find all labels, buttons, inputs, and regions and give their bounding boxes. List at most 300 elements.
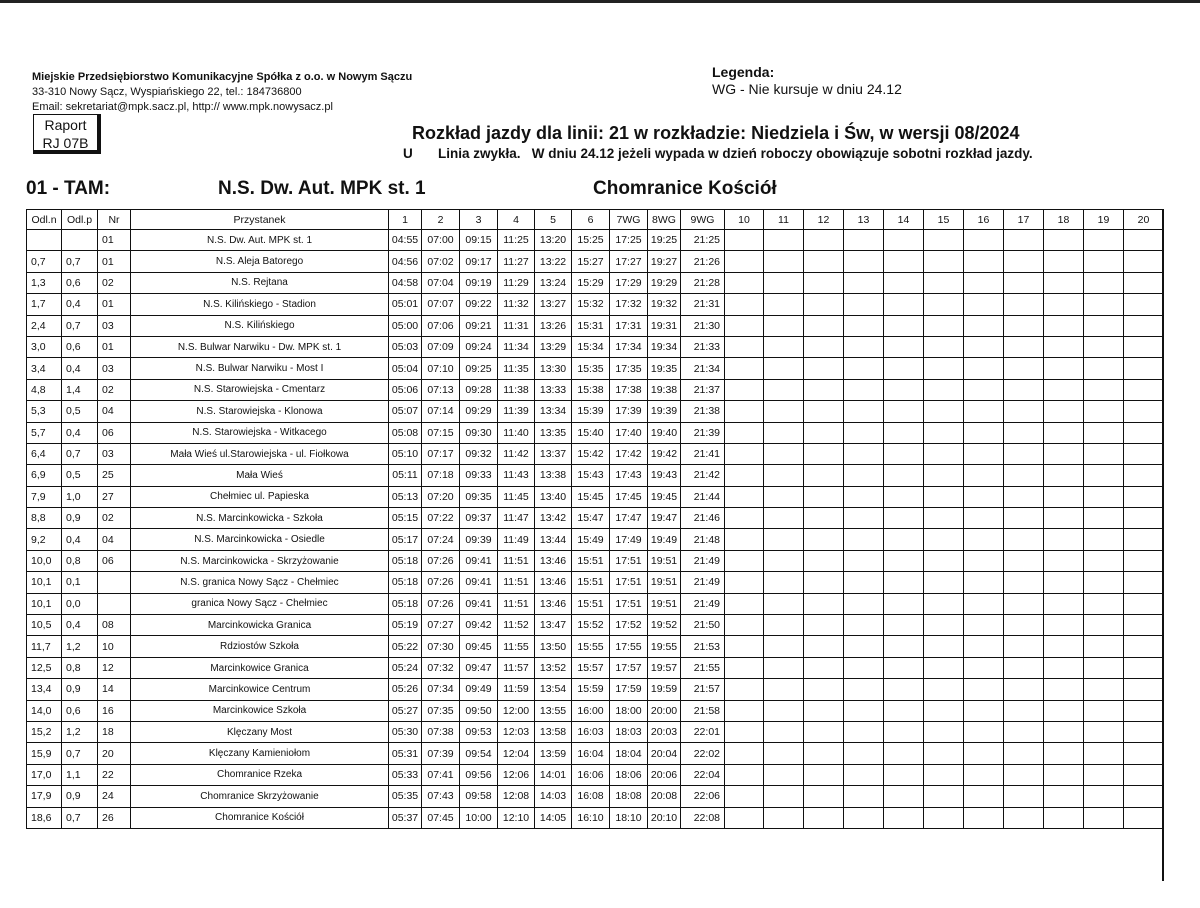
departure-time-cell: 13:55 bbox=[535, 700, 572, 721]
departure-time-cell: 21:48 bbox=[681, 529, 725, 550]
departure-time-cell: 15:35 bbox=[572, 358, 610, 379]
departure-time-cell bbox=[924, 230, 964, 251]
stop-name-cell: N.S. Bulwar Narwiku - Most I bbox=[131, 358, 389, 379]
departure-time-cell: 11:31 bbox=[498, 315, 535, 336]
stop-number-cell: 02 bbox=[98, 379, 131, 400]
departure-time-cell bbox=[1084, 679, 1124, 700]
departure-time-cell: 18:10 bbox=[610, 807, 648, 828]
departure-time-cell: 16:10 bbox=[572, 807, 610, 828]
distance-segment-cell: 0,4 bbox=[62, 358, 98, 379]
departure-time-cell: 15:51 bbox=[572, 550, 610, 571]
distance-segment-cell: 1,1 bbox=[62, 764, 98, 785]
departure-time-cell bbox=[884, 636, 924, 657]
departure-time-cell: 11:42 bbox=[498, 443, 535, 464]
departure-time-cell bbox=[764, 422, 804, 443]
departure-time-cell bbox=[1004, 572, 1044, 593]
column-header: 8WG bbox=[648, 210, 681, 230]
departure-time-cell: 12:03 bbox=[498, 721, 535, 742]
departure-time-cell bbox=[764, 465, 804, 486]
departure-time-cell: 19:57 bbox=[648, 657, 681, 678]
departure-time-cell bbox=[1044, 230, 1084, 251]
departure-time-cell bbox=[1124, 615, 1164, 636]
departure-time-cell bbox=[1004, 550, 1044, 571]
distance-total-cell: 3,4 bbox=[27, 358, 62, 379]
departure-time-cell: 15:51 bbox=[572, 593, 610, 614]
departure-time-cell bbox=[764, 315, 804, 336]
departure-time-cell: 21:55 bbox=[681, 657, 725, 678]
departure-time-cell bbox=[1044, 593, 1084, 614]
distance-segment-cell: 0,8 bbox=[62, 550, 98, 571]
departure-time-cell bbox=[804, 465, 844, 486]
table-row bbox=[27, 593, 1164, 614]
departure-time-cell: 17:43 bbox=[610, 465, 648, 486]
departure-time-cell bbox=[804, 401, 844, 422]
stop-number-cell: 01 bbox=[98, 294, 131, 315]
departure-time-cell: 13:29 bbox=[535, 336, 572, 357]
departure-time-cell bbox=[844, 572, 884, 593]
departure-time-cell: 15:25 bbox=[572, 230, 610, 251]
departure-time-cell: 21:34 bbox=[681, 358, 725, 379]
departure-time-cell bbox=[1044, 315, 1084, 336]
distance-total-cell: 11,7 bbox=[27, 636, 62, 657]
departure-time-cell bbox=[924, 636, 964, 657]
departure-time-cell bbox=[764, 615, 804, 636]
departure-time-cell: 11:47 bbox=[498, 508, 535, 529]
departure-time-cell: 05:37 bbox=[389, 807, 422, 828]
departure-time-cell: 05:18 bbox=[389, 593, 422, 614]
departure-time-cell bbox=[924, 358, 964, 379]
departure-time-cell bbox=[764, 443, 804, 464]
departure-time-cell: 17:51 bbox=[610, 572, 648, 593]
departure-time-cell: 09:37 bbox=[460, 508, 498, 529]
stop-name-cell: N.S. Kilińskiego bbox=[131, 315, 389, 336]
table-row bbox=[27, 336, 1164, 357]
departure-time-cell: 05:24 bbox=[389, 657, 422, 678]
departure-time-cell bbox=[804, 358, 844, 379]
departure-time-cell bbox=[1004, 294, 1044, 315]
departure-time-cell bbox=[804, 315, 844, 336]
departure-time-cell bbox=[804, 636, 844, 657]
departure-time-cell: 12:10 bbox=[498, 807, 535, 828]
departure-time-cell: 15:29 bbox=[572, 272, 610, 293]
stop-name-cell: Chomranice Rzeka bbox=[131, 764, 389, 785]
stop-name-cell: Rdziostów Szkoła bbox=[131, 636, 389, 657]
departure-time-cell bbox=[1084, 529, 1124, 550]
stop-name-cell: Mała Wieś ul.Starowiejska - ul. Fiołkowa bbox=[131, 443, 389, 464]
departure-time-cell bbox=[844, 807, 884, 828]
departure-time-cell bbox=[964, 422, 1004, 443]
departure-time-cell: 09:30 bbox=[460, 422, 498, 443]
departure-time-cell bbox=[725, 294, 764, 315]
table-row bbox=[27, 636, 1164, 657]
departure-time-cell bbox=[1044, 251, 1084, 272]
departure-time-cell bbox=[1124, 636, 1164, 657]
departure-time-cell bbox=[844, 401, 884, 422]
table-row bbox=[27, 550, 1164, 571]
column-header: 9WG bbox=[681, 210, 725, 230]
departure-time-cell: 19:51 bbox=[648, 572, 681, 593]
departure-time-cell bbox=[1004, 508, 1044, 529]
report-code-box bbox=[33, 114, 101, 154]
departure-time-cell bbox=[764, 593, 804, 614]
departure-time-cell: 12:06 bbox=[498, 764, 535, 785]
departure-time-cell bbox=[1044, 336, 1084, 357]
departure-time-cell: 17:42 bbox=[610, 443, 648, 464]
departure-time-cell: 15:39 bbox=[572, 401, 610, 422]
departure-time-cell bbox=[844, 486, 884, 507]
departure-time-cell bbox=[764, 700, 804, 721]
distance-segment-cell: 0,5 bbox=[62, 401, 98, 422]
departure-time-cell bbox=[764, 572, 804, 593]
departure-time-cell: 15:47 bbox=[572, 508, 610, 529]
departure-time-cell: 13:35 bbox=[535, 422, 572, 443]
departure-time-cell bbox=[1004, 358, 1044, 379]
stop-name-cell: Marcinkowicka Granica bbox=[131, 615, 389, 636]
departure-time-cell bbox=[764, 294, 804, 315]
distance-total-cell: 6,4 bbox=[27, 443, 62, 464]
departure-time-cell bbox=[884, 443, 924, 464]
distance-segment-cell: 0,4 bbox=[62, 422, 98, 443]
distance-segment-cell: 0,7 bbox=[62, 315, 98, 336]
distance-total-cell: 8,8 bbox=[27, 508, 62, 529]
departure-time-cell: 19:25 bbox=[648, 230, 681, 251]
departure-time-cell: 07:38 bbox=[422, 721, 460, 742]
departure-time-cell: 13:54 bbox=[535, 679, 572, 700]
departure-time-cell: 05:26 bbox=[389, 679, 422, 700]
departure-time-cell bbox=[964, 251, 1004, 272]
distance-total-cell: 10,1 bbox=[27, 593, 62, 614]
distance-segment-cell bbox=[62, 230, 98, 251]
distance-total-cell: 10,1 bbox=[27, 572, 62, 593]
departure-time-cell: 11:51 bbox=[498, 572, 535, 593]
departure-time-cell bbox=[884, 721, 924, 742]
departure-time-cell: 05:33 bbox=[389, 764, 422, 785]
distance-total-cell: 0,7 bbox=[27, 251, 62, 272]
departure-time-cell: 20:03 bbox=[648, 721, 681, 742]
departure-time-cell: 19:45 bbox=[648, 486, 681, 507]
departure-time-cell bbox=[725, 572, 764, 593]
departure-time-cell bbox=[1084, 743, 1124, 764]
departure-time-cell bbox=[1044, 358, 1084, 379]
departure-time-cell bbox=[764, 786, 804, 807]
departure-time-cell bbox=[884, 657, 924, 678]
departure-time-cell bbox=[924, 443, 964, 464]
table-row bbox=[27, 272, 1164, 293]
departure-time-cell: 16:00 bbox=[572, 700, 610, 721]
column-header: 11 bbox=[764, 210, 804, 230]
departure-time-cell bbox=[924, 401, 964, 422]
stop-name-cell: N.S. Marcinkowicka - Skrzyżowanie bbox=[131, 550, 389, 571]
departure-time-cell bbox=[1044, 636, 1084, 657]
departure-time-cell bbox=[725, 379, 764, 400]
departure-time-cell bbox=[1004, 465, 1044, 486]
departure-time-cell bbox=[764, 508, 804, 529]
departure-time-cell bbox=[1084, 486, 1124, 507]
departure-time-cell: 18:00 bbox=[610, 700, 648, 721]
departure-time-cell: 21:49 bbox=[681, 572, 725, 593]
departure-time-cell: 13:37 bbox=[535, 443, 572, 464]
departure-time-cell: 15:31 bbox=[572, 315, 610, 336]
stop-number-cell: 03 bbox=[98, 358, 131, 379]
departure-time-cell bbox=[884, 358, 924, 379]
departure-time-cell: 17:35 bbox=[610, 358, 648, 379]
departure-time-cell: 09:39 bbox=[460, 529, 498, 550]
direction-code: 01 - TAM: bbox=[26, 178, 111, 199]
departure-time-cell: 13:27 bbox=[535, 294, 572, 315]
departure-time-cell bbox=[1084, 379, 1124, 400]
departure-time-cell: 17:25 bbox=[610, 230, 648, 251]
table-row bbox=[27, 679, 1164, 700]
table-row bbox=[27, 465, 1164, 486]
departure-time-cell: 15:57 bbox=[572, 657, 610, 678]
departure-time-cell bbox=[844, 272, 884, 293]
distance-total-cell: 7,9 bbox=[27, 486, 62, 507]
table-row bbox=[27, 315, 1164, 336]
departure-time-cell: 13:22 bbox=[535, 251, 572, 272]
departure-time-cell: 09:50 bbox=[460, 700, 498, 721]
departure-time-cell: 09:15 bbox=[460, 230, 498, 251]
stop-name-cell: Chomranice Kościół bbox=[131, 807, 389, 828]
departure-time-cell: 09:35 bbox=[460, 486, 498, 507]
departure-time-cell bbox=[1124, 508, 1164, 529]
column-header: Przystanek bbox=[131, 210, 389, 230]
column-header: 12 bbox=[804, 210, 844, 230]
departure-time-cell: 07:45 bbox=[422, 807, 460, 828]
departure-time-cell: 17:52 bbox=[610, 615, 648, 636]
table-row bbox=[27, 358, 1164, 379]
table-row bbox=[27, 443, 1164, 464]
departure-time-cell: 21:30 bbox=[681, 315, 725, 336]
departure-time-cell bbox=[804, 657, 844, 678]
distance-total-cell: 13,4 bbox=[27, 679, 62, 700]
departure-time-cell bbox=[924, 508, 964, 529]
departure-time-cell: 09:28 bbox=[460, 379, 498, 400]
departure-time-cell: 15:45 bbox=[572, 486, 610, 507]
table-row bbox=[27, 422, 1164, 443]
departure-time-cell: 21:41 bbox=[681, 443, 725, 464]
departure-time-cell bbox=[924, 529, 964, 550]
departure-time-cell bbox=[964, 807, 1004, 828]
departure-time-cell: 21:28 bbox=[681, 272, 725, 293]
stop-number-cell: 20 bbox=[98, 743, 131, 764]
scan-top-edge bbox=[0, 0, 1200, 3]
departure-time-cell: 16:06 bbox=[572, 764, 610, 785]
departure-time-cell bbox=[1004, 679, 1044, 700]
departure-time-cell bbox=[844, 764, 884, 785]
departure-time-cell bbox=[1084, 807, 1124, 828]
departure-time-cell: 14:05 bbox=[535, 807, 572, 828]
departure-time-cell bbox=[804, 508, 844, 529]
departure-time-cell bbox=[844, 743, 884, 764]
departure-time-cell: 15:27 bbox=[572, 251, 610, 272]
column-header: 20 bbox=[1124, 210, 1164, 230]
departure-time-cell: 11:32 bbox=[498, 294, 535, 315]
column-header: 17 bbox=[1004, 210, 1044, 230]
departure-time-cell bbox=[725, 230, 764, 251]
departure-time-cell: 21:44 bbox=[681, 486, 725, 507]
departure-time-cell: 22:01 bbox=[681, 721, 725, 742]
departure-time-cell bbox=[1084, 251, 1124, 272]
departure-time-cell: 07:15 bbox=[422, 422, 460, 443]
departure-time-cell: 07:26 bbox=[422, 593, 460, 614]
departure-time-cell bbox=[1044, 508, 1084, 529]
stop-number-cell: 08 bbox=[98, 615, 131, 636]
departure-time-cell bbox=[1004, 251, 1044, 272]
departure-time-cell bbox=[964, 743, 1004, 764]
departure-time-cell: 11:51 bbox=[498, 593, 535, 614]
departure-time-cell bbox=[1084, 465, 1124, 486]
departure-time-cell bbox=[1044, 379, 1084, 400]
legend bbox=[712, 64, 902, 98]
departure-time-cell bbox=[1004, 700, 1044, 721]
stop-number-cell: 10 bbox=[98, 636, 131, 657]
departure-time-cell bbox=[884, 422, 924, 443]
departure-time-cell: 19:35 bbox=[648, 358, 681, 379]
departure-time-cell: 21:31 bbox=[681, 294, 725, 315]
departure-time-cell: 21:26 bbox=[681, 251, 725, 272]
departure-time-cell bbox=[884, 679, 924, 700]
distance-total-cell: 9,2 bbox=[27, 529, 62, 550]
table-row bbox=[27, 764, 1164, 785]
distance-total-cell: 17,0 bbox=[27, 764, 62, 785]
line-type-code: U bbox=[403, 146, 413, 161]
departure-time-cell: 09:54 bbox=[460, 743, 498, 764]
direction-start-stop: N.S. Dw. Aut. MPK st. 1 bbox=[218, 178, 426, 199]
departure-time-cell bbox=[1084, 550, 1124, 571]
departure-time-cell bbox=[804, 529, 844, 550]
departure-time-cell bbox=[844, 315, 884, 336]
departure-time-cell bbox=[1004, 336, 1044, 357]
departure-time-cell bbox=[804, 443, 844, 464]
stop-number-cell bbox=[98, 572, 131, 593]
departure-time-cell: 07:17 bbox=[422, 443, 460, 464]
departure-time-cell bbox=[964, 294, 1004, 315]
departure-time-cell: 12:04 bbox=[498, 743, 535, 764]
departure-time-cell bbox=[1044, 529, 1084, 550]
departure-time-cell bbox=[924, 615, 964, 636]
departure-time-cell: 17:49 bbox=[610, 529, 648, 550]
stop-name-cell: Klęczany Kamieniołom bbox=[131, 743, 389, 764]
departure-time-cell: 13:59 bbox=[535, 743, 572, 764]
departure-time-cell: 09:21 bbox=[460, 315, 498, 336]
departure-time-cell bbox=[1084, 593, 1124, 614]
departure-time-cell: 19:39 bbox=[648, 401, 681, 422]
departure-time-cell: 05:17 bbox=[389, 529, 422, 550]
departure-time-cell bbox=[1044, 743, 1084, 764]
departure-time-cell: 11:34 bbox=[498, 336, 535, 357]
departure-time-cell bbox=[884, 401, 924, 422]
distance-total-cell: 3,0 bbox=[27, 336, 62, 357]
stop-number-cell: 12 bbox=[98, 657, 131, 678]
departure-time-cell: 14:01 bbox=[535, 764, 572, 785]
departure-time-cell: 13:46 bbox=[535, 572, 572, 593]
departure-time-cell bbox=[844, 679, 884, 700]
departure-time-cell bbox=[725, 593, 764, 614]
departure-time-cell: 19:49 bbox=[648, 529, 681, 550]
departure-time-cell: 12:08 bbox=[498, 786, 535, 807]
departure-time-cell: 09:42 bbox=[460, 615, 498, 636]
departure-time-cell bbox=[1084, 764, 1124, 785]
departure-time-cell: 07:13 bbox=[422, 379, 460, 400]
departure-time-cell: 09:56 bbox=[460, 764, 498, 785]
departure-time-cell: 17:29 bbox=[610, 272, 648, 293]
departure-time-cell bbox=[1004, 807, 1044, 828]
departure-time-cell: 09:29 bbox=[460, 401, 498, 422]
departure-time-cell: 07:26 bbox=[422, 572, 460, 593]
departure-time-cell bbox=[1004, 764, 1044, 785]
departure-time-cell bbox=[764, 251, 804, 272]
departure-time-cell bbox=[1084, 230, 1124, 251]
departure-time-cell: 05:07 bbox=[389, 401, 422, 422]
departure-time-cell bbox=[725, 486, 764, 507]
distance-total-cell bbox=[27, 230, 62, 251]
departure-time-cell: 05:19 bbox=[389, 615, 422, 636]
departure-time-cell bbox=[804, 336, 844, 357]
departure-time-cell bbox=[964, 336, 1004, 357]
departure-time-cell bbox=[924, 572, 964, 593]
distance-segment-cell: 0,0 bbox=[62, 593, 98, 614]
departure-time-cell bbox=[764, 529, 804, 550]
departure-time-cell bbox=[725, 700, 764, 721]
departure-time-cell: 07:14 bbox=[422, 401, 460, 422]
departure-time-cell bbox=[1004, 422, 1044, 443]
departure-time-cell bbox=[804, 486, 844, 507]
departure-time-cell: 09:49 bbox=[460, 679, 498, 700]
departure-time-cell: 11:27 bbox=[498, 251, 535, 272]
departure-time-cell bbox=[844, 550, 884, 571]
departure-time-cell: 07:39 bbox=[422, 743, 460, 764]
departure-time-cell bbox=[964, 358, 1004, 379]
departure-time-cell bbox=[924, 336, 964, 357]
departure-time-cell bbox=[884, 465, 924, 486]
departure-time-cell bbox=[884, 550, 924, 571]
departure-time-cell: 07:02 bbox=[422, 251, 460, 272]
departure-time-cell: 05:11 bbox=[389, 465, 422, 486]
departure-time-cell bbox=[1124, 358, 1164, 379]
departure-time-cell: 05:01 bbox=[389, 294, 422, 315]
departure-time-cell bbox=[1084, 272, 1124, 293]
company-header bbox=[32, 70, 412, 115]
departure-time-cell bbox=[804, 422, 844, 443]
departure-time-cell bbox=[844, 251, 884, 272]
departure-time-cell: 20:00 bbox=[648, 700, 681, 721]
departure-time-cell bbox=[1124, 465, 1164, 486]
departure-time-cell bbox=[725, 615, 764, 636]
departure-time-cell bbox=[764, 379, 804, 400]
departure-time-cell: 07:09 bbox=[422, 336, 460, 357]
distance-segment-cell: 1,2 bbox=[62, 636, 98, 657]
departure-time-cell: 05:00 bbox=[389, 315, 422, 336]
departure-time-cell: 13:52 bbox=[535, 657, 572, 678]
departure-time-cell bbox=[1004, 443, 1044, 464]
departure-time-cell bbox=[924, 657, 964, 678]
departure-time-cell bbox=[1124, 550, 1164, 571]
stop-number-cell: 14 bbox=[98, 679, 131, 700]
departure-time-cell bbox=[1124, 401, 1164, 422]
departure-time-cell: 13:33 bbox=[535, 379, 572, 400]
distance-segment-cell: 0,9 bbox=[62, 508, 98, 529]
departure-time-cell: 12:00 bbox=[498, 700, 535, 721]
departure-time-cell bbox=[924, 272, 964, 293]
departure-time-cell bbox=[844, 358, 884, 379]
departure-time-cell bbox=[1084, 700, 1124, 721]
departure-time-cell bbox=[844, 465, 884, 486]
departure-time-cell: 05:04 bbox=[389, 358, 422, 379]
departure-time-cell bbox=[725, 636, 764, 657]
departure-time-cell bbox=[1044, 272, 1084, 293]
departure-time-cell bbox=[1084, 401, 1124, 422]
departure-time-cell bbox=[1044, 294, 1084, 315]
